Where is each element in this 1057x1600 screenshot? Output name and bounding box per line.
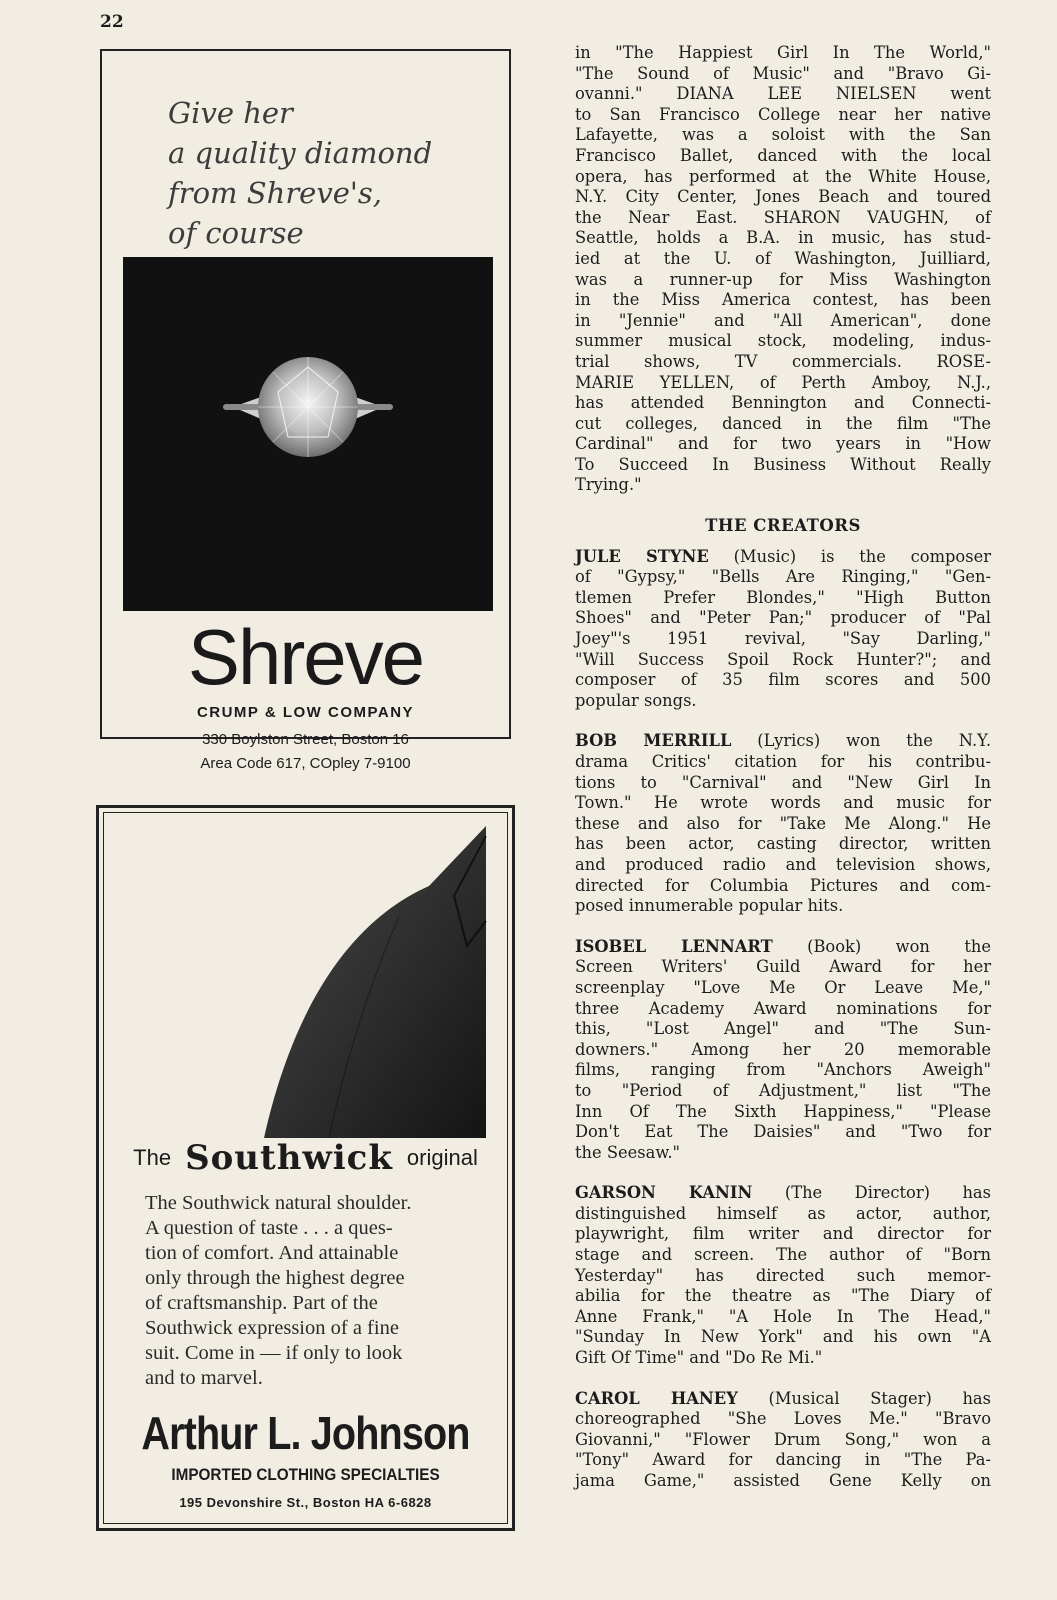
article-line: Gift Of Time" and "Do Re Mi." — [575, 1348, 823, 1368]
diamond-ring-photo — [123, 257, 493, 611]
copy-line: Southwick expression of a fine — [145, 1317, 399, 1339]
retailer-tagline: IMPORTED CLOTHING SPECIALTIES — [171, 1465, 440, 1484]
article-line: Town." He wrote words and music for — [575, 793, 991, 813]
bio-isobel-lennart — [575, 937, 991, 1164]
article-line: tlemen Prefer Blondes," "High Button — [575, 587, 991, 607]
article-line: ovanni." DIANA LEE NIELSEN went — [575, 84, 991, 104]
shreve-company: CRUMP & LOW COMPANY — [196, 704, 415, 721]
copy-line: of craftsmanship. Part of the — [145, 1292, 378, 1314]
article-line: downers." Among her 20 memorable — [575, 1039, 991, 1059]
tagline-line: Give her — [168, 96, 293, 130]
article-line: distinguished himself as actor, author, — [575, 1203, 991, 1223]
tagline-line: a quality diamond — [168, 136, 433, 170]
article-line: has attended Bennington and Connecti- — [575, 393, 991, 413]
article-line: Yesterday" has directed such memor- — [575, 1265, 991, 1285]
article-line: popular songs. — [575, 690, 697, 710]
shreve-phone: Area Code 617, COpley 7-9100 — [200, 755, 411, 772]
shreve-tagline — [168, 93, 432, 253]
article-line: Lafayette, was a soloist with the San — [575, 125, 991, 145]
article-line — [575, 731, 991, 752]
article-line: and produced radio and television shows, — [575, 854, 991, 874]
article-line: N.Y. City Center, Jones Beach and toured — [575, 187, 991, 207]
article-line: films, ranging from "Anchors Aweigh" — [575, 1060, 991, 1080]
article-line: in "Jennie" and "All American", done — [575, 310, 991, 330]
article-line: stage and screen. The author of "Born — [575, 1245, 991, 1265]
article-line: ied at the U. of Washington, Juilliard, — [575, 248, 991, 268]
article-line: drama Critics' citation for his contribu- — [575, 752, 991, 771]
tagline-line: from Shreve's, — [168, 176, 382, 210]
article-line: has been actor, casting director, written — [575, 834, 991, 854]
article-line: Shoes" and "Peter Pan;" producer of "Pal — [575, 608, 991, 628]
tagline-line: of course — [168, 216, 304, 250]
article-line: playwright, film writer and director for — [575, 1224, 991, 1244]
bio-text: (Book) won the — [772, 936, 991, 956]
southwick-brand — [99, 1138, 512, 1178]
article-line: "The Sound of Music" and "Bravo Gi- — [575, 63, 991, 83]
article-line: Anne Frank," "A Hole In The Head," — [575, 1306, 991, 1326]
article-line: composer of 35 film scores and 500 — [575, 670, 991, 690]
article-line: Seattle, holds a B.A. in music, has stud- — [575, 228, 991, 248]
article-line — [575, 937, 991, 958]
article-line: of "Gypsy," "Bells Are Ringing," "Gen- — [575, 567, 991, 587]
article-line: MARIE YELLEN, of Perth Amboy, N.J., — [575, 372, 991, 392]
bio-name: BOB MERRILL — [575, 731, 732, 751]
article-line: tions to "Carnival" and "New Girl In — [575, 772, 991, 792]
article-line: three Academy Award nominations for — [575, 998, 991, 1018]
bio-name: GARSON KANIN — [575, 1183, 753, 1203]
article-line: Francisco Ballet, danced with the local — [575, 145, 991, 165]
copy-line: and to marvel. — [145, 1367, 263, 1389]
bio-name: JULE STYNE — [575, 546, 709, 566]
bio-text: (Music) is the composer — [708, 546, 992, 566]
diamond-ring-icon — [123, 257, 493, 611]
brand-name: Southwick — [185, 1138, 393, 1178]
bio-carol-haney — [575, 1389, 991, 1492]
article-line: "Will Success Spoil Rock Hunter?"; and — [575, 649, 991, 669]
article-line — [575, 1183, 991, 1204]
brand-prefix: The — [133, 1145, 172, 1170]
copy-line: only through the highest degree — [145, 1267, 405, 1289]
retailer-address: 195 Devonshire St., Boston HA 6-6828 — [179, 1495, 432, 1510]
article-line: in "The Happiest Girl In The World," — [575, 43, 991, 62]
copy-line: suit. Come in — if only to look — [145, 1342, 403, 1364]
article-line: Don't Eat The Daisies" and "Two for — [575, 1122, 991, 1142]
article-line: posed innumerable popular hits. — [575, 896, 844, 916]
article-line: screenplay "Love Me Or Leave Me," — [575, 977, 991, 997]
bio-name: ISOBEL LENNART — [575, 936, 773, 956]
shreve-ad — [100, 49, 511, 772]
article-line: Inn Of The Sixth Happiness," "Please — [575, 1101, 991, 1121]
article-line: these and also for "Take Me Along." He — [575, 813, 991, 833]
article-line: the Seesaw." — [575, 1142, 680, 1162]
article-line — [575, 1389, 991, 1410]
article-line: the Near East. SHARON VAUGHN, of — [575, 207, 991, 227]
shreve-logo: Shreve — [187, 613, 424, 701]
article-line: "Sunday In New York" and his own "A — [575, 1327, 991, 1347]
article-line: choreographed "She Loves Me." "Bravo — [575, 1409, 991, 1429]
article-line: opera, has performed at the White House, — [575, 166, 991, 186]
article-line: To Succeed In Business Without Really — [575, 454, 991, 474]
article-line: "Tony" Award for dancing in "The Pa- — [575, 1450, 991, 1470]
article-line: to "Period of Adjustment," list "The — [575, 1080, 991, 1100]
copy-line: A question of taste . . . a ques- — [145, 1217, 393, 1239]
article-line: jama Game," assisted Gene Kelly on — [575, 1471, 991, 1490]
shreve-address: 330 Boylston Street, Boston 16 — [202, 731, 409, 748]
article-line: directed for Columbia Pictures and com- — [575, 875, 991, 895]
suit-shoulder-photo — [249, 826, 504, 1138]
article-line: summer musical stock, modeling, indus- — [575, 331, 991, 351]
article-line: Trying." — [575, 475, 642, 495]
bio-garson-kanin — [575, 1183, 991, 1368]
article-line: in the Miss America contest, has been — [575, 290, 991, 310]
article-line: was a runner-up for Miss Washington — [575, 269, 991, 289]
article-line: Screen Writers' Guild Award for her — [575, 957, 991, 977]
article-line: this, "Lost Angel" and "The Sun- — [575, 1019, 991, 1039]
article-line: cut colleges, danced in the film "The — [575, 413, 991, 433]
bio-name: CAROL HANEY — [575, 1388, 738, 1408]
article-line: Giovanni," "Flower Drum Song," won a — [575, 1429, 991, 1449]
retailer-name: Arthur L. Johnson — [141, 1407, 470, 1459]
section-heading: THE CREATORS — [705, 516, 861, 536]
copy-line: tion of comfort. And attainable — [145, 1242, 399, 1264]
bio-jule-styne — [575, 547, 991, 712]
page-number: 22 — [100, 12, 124, 32]
article-line: Cardinal" and for two years in "How — [575, 434, 991, 454]
article-line: abilia for the theatre as "The Diary of — [575, 1286, 991, 1306]
bio-text: (The Director) has — [752, 1183, 991, 1203]
southwick-ad — [96, 805, 515, 1531]
bio-bob-merrill — [575, 731, 991, 916]
article-line: Joey"'s 1951 revival, "Say Darling," — [575, 629, 991, 649]
brand-suffix: original — [406, 1145, 478, 1170]
bio-text: (Lyrics) won the N.Y. — [731, 731, 991, 751]
southwick-copy — [145, 1191, 485, 1391]
article-line: trial shows, TV commercials. ROSE- — [575, 351, 991, 371]
article-line — [575, 547, 991, 568]
article-line: to San Francisco College near her native — [575, 104, 991, 124]
copy-line: The Southwick natural shoulder. — [145, 1192, 412, 1214]
article-column — [575, 43, 991, 1512]
cast-bios-continued — [575, 43, 991, 496]
bio-text: (Musical Stager) has — [737, 1388, 991, 1408]
